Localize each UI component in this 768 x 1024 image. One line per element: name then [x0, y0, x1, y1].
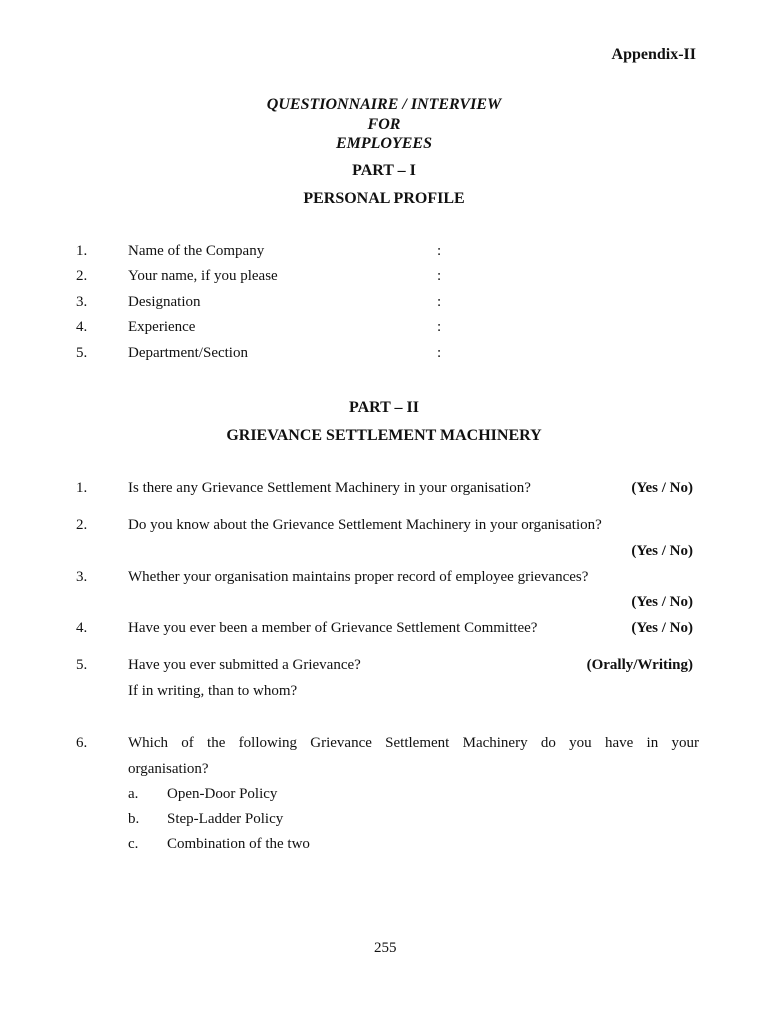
list-item-colon: : — [437, 319, 442, 335]
question-followup: If in writing, than to whom? — [128, 683, 298, 699]
list-item-label: Designation — [128, 294, 201, 310]
appendix-label: Appendix-II — [611, 46, 696, 63]
question-number: 2. — [76, 517, 88, 533]
list-item-number: 5. — [76, 345, 88, 361]
part1-label: PART – I — [352, 162, 416, 179]
list-item-colon: : — [437, 268, 442, 284]
option-text: Step-Ladder Policy — [167, 811, 284, 827]
answer-options: (Orally/Writing) — [586, 657, 693, 673]
question-text-continued: organisation? — [128, 761, 209, 777]
title-line-1: QUESTIONNAIRE / INTERVIEW — [266, 96, 502, 113]
list-item-number: 3. — [76, 294, 88, 310]
question-number: 5. — [76, 657, 88, 673]
question-number: 1. — [76, 480, 88, 496]
list-item-label: Department/Section — [128, 345, 248, 361]
part1-heading: PERSONAL PROFILE — [303, 190, 465, 207]
option-letter: c. — [128, 836, 139, 852]
list-item-label: Your name, if you please — [128, 268, 278, 284]
option-letter: a. — [128, 786, 139, 802]
question-number: 6. — [76, 735, 88, 751]
answer-options: (Yes / No) — [631, 480, 693, 496]
question-text: Is there any Grievance Settlement Machinery in your organisation? — [128, 480, 531, 496]
list-item-label: Experience — [128, 319, 196, 335]
question-text: Have you ever been a member of Grievance Settlement Committee? — [128, 620, 538, 636]
question-text: Have you ever submitted a Grievance? — [128, 657, 361, 673]
list-item-colon: : — [437, 294, 442, 310]
list-item-number: 2. — [76, 268, 88, 284]
option-letter: b. — [128, 811, 140, 827]
part2-label: PART – II — [349, 399, 419, 416]
question-number: 3. — [76, 569, 88, 585]
part2-heading: GRIEVANCE SETTLEMENT MACHINERY — [226, 427, 542, 444]
title-line-2: FOR — [367, 116, 401, 133]
answer-options: (Yes / No) — [631, 543, 693, 559]
list-item-colon: : — [437, 345, 442, 361]
answer-options: (Yes / No) — [631, 620, 693, 636]
list-item-number: 1. — [76, 243, 88, 259]
page-number: 255 — [374, 940, 397, 956]
list-item-label: Name of the Company — [128, 243, 265, 259]
answer-options: (Yes / No) — [631, 594, 693, 610]
list-item-colon: : — [437, 243, 442, 259]
question-text: Do you know about the Grievance Settlement Machinery in your organisation? — [128, 517, 602, 533]
option-text: Combination of the two — [167, 836, 310, 852]
list-item-number: 4. — [76, 319, 88, 335]
option-text: Open-Door Policy — [167, 786, 278, 802]
question-text: Which of the following Grievance Settlement Machinery do you have in your — [128, 735, 699, 751]
question-number: 4. — [76, 620, 88, 636]
title-line-3: EMPLOYEES — [335, 135, 432, 152]
question-text: Whether your organisation maintains proper record of employee grievances? — [128, 569, 589, 585]
